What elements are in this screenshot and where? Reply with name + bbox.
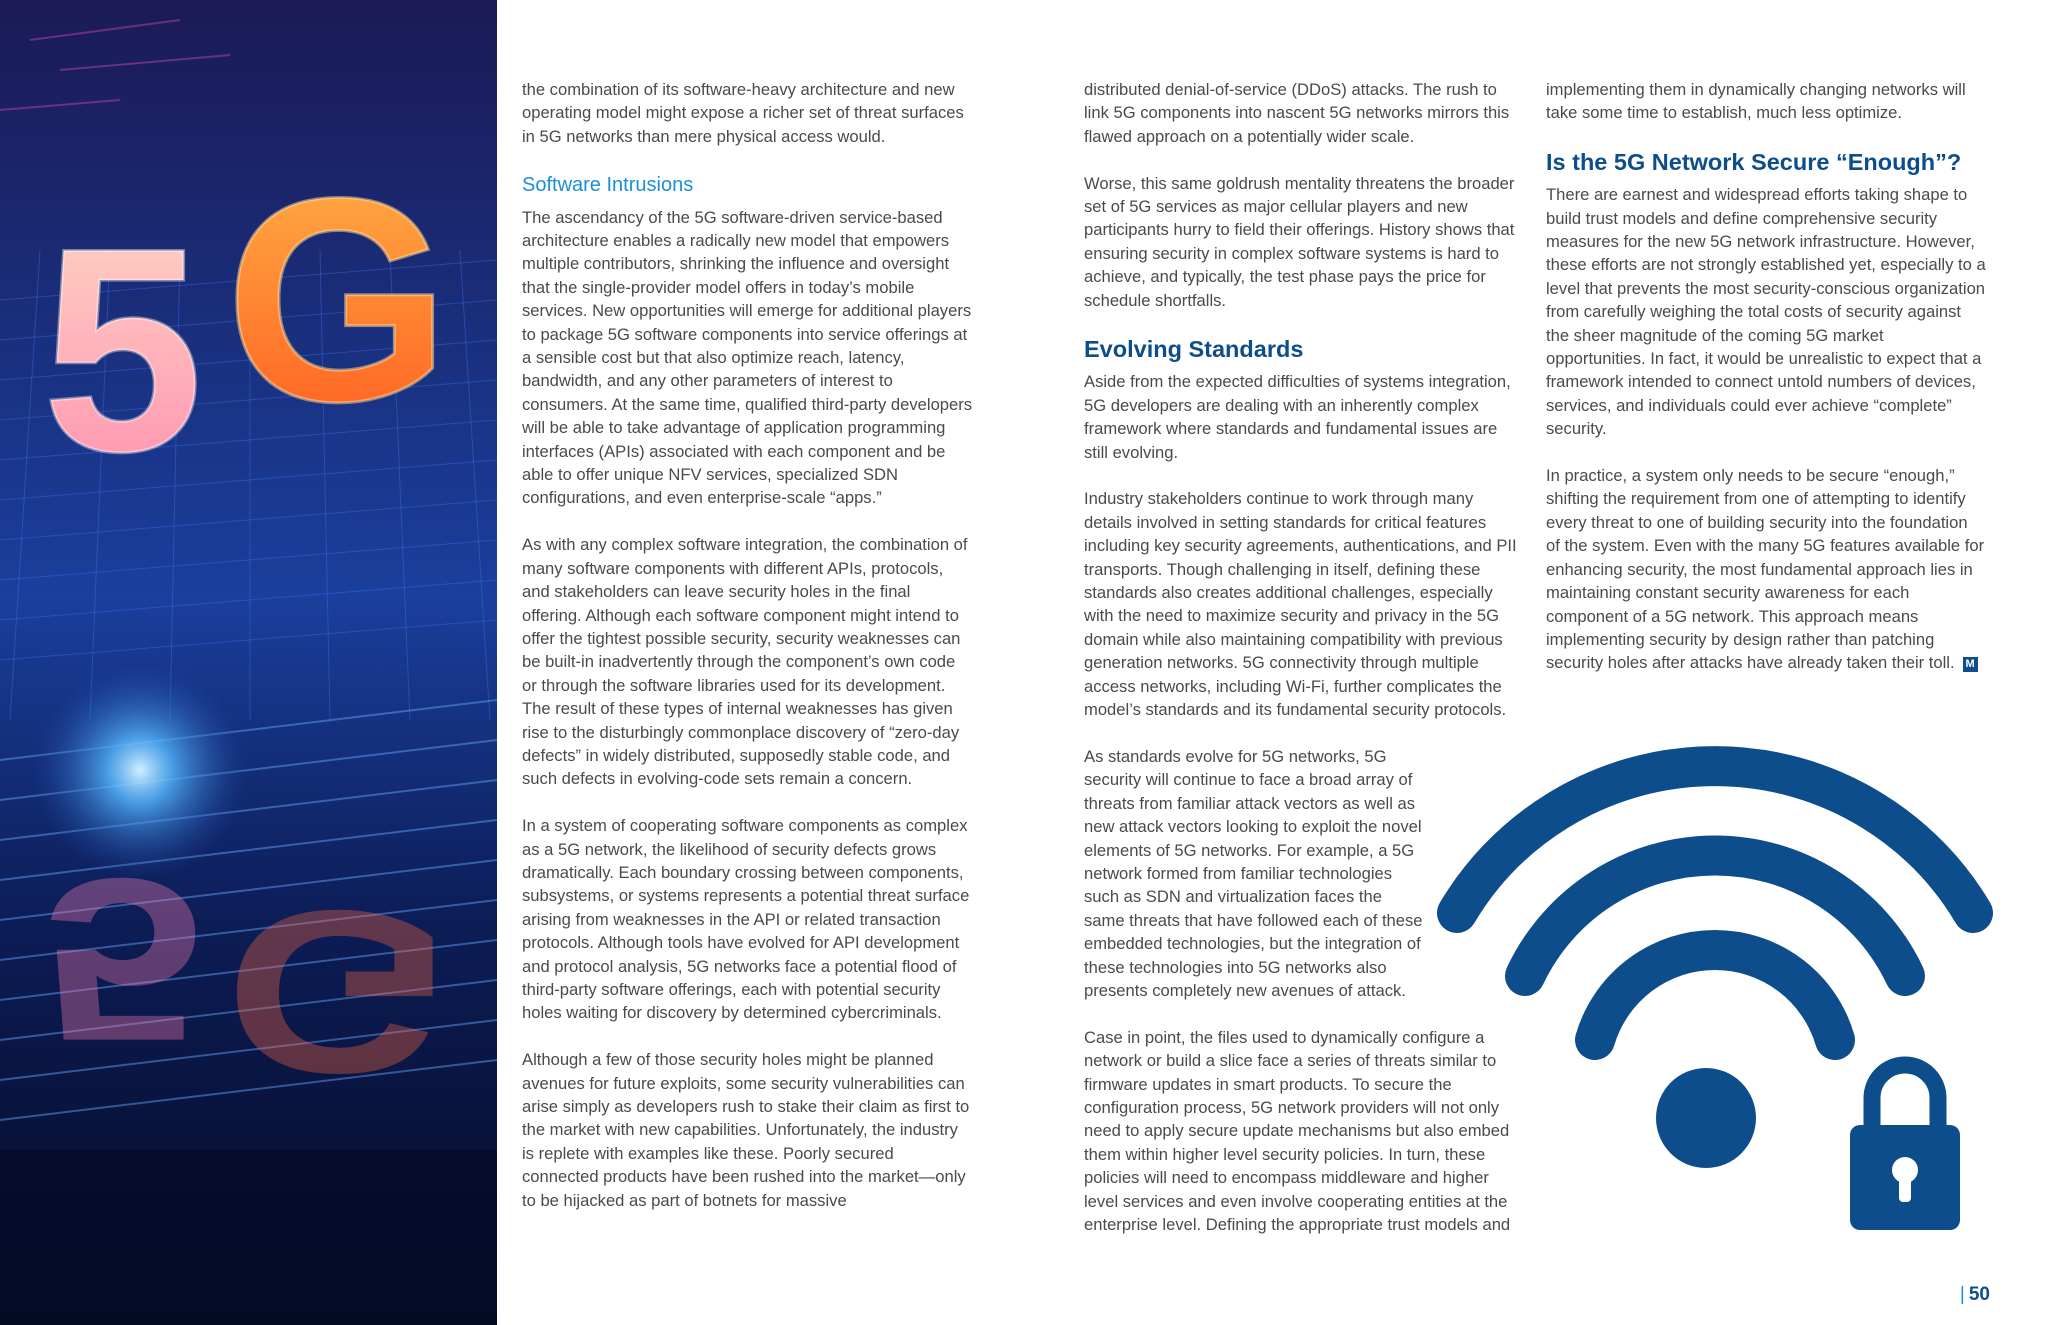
paragraph: Aside from the expected difficulties of systems integration, 5G developers are dealing with an inherently complex framework where standards and fundamental issues are still evolving. <box>1084 372 1511 462</box>
heading-evolving-standards: Evolving Standards <box>1084 336 1304 363</box>
svg-text:G: G <box>224 862 451 1123</box>
heading-is-5g-secure-enough: Is the 5G Network Secure “Enough”? <box>1546 149 1962 176</box>
heading-software-intrusions: Software Intrusions <box>522 173 694 196</box>
paragraph: There are earnest and widespread efforts taking shape to build trust models and define comprehensive security measures for the new 5G network infrastructure. However, these efforts are not strongly established yet, especially to a level that prevents the most security-conscious organization from carefully weighing the total costs of security against the sheer magnitude of the coming 5G market opportunities. In fact, it would be unrealistic to expect that a framework intended to connect untold numbers of devices, services, and individuals could ever achieve “complete” security. <box>1546 185 1986 439</box>
paragraph: Case in point, the files used to dynamically configure a network or build a slice face a series of threats similar to firmware updates in smart products. To secure the configuration process, 5G network providers will not only need to apply secure update mechanisms but also embed them within higher level security policies. In turn, these policies will need to encompass middleware and higher level services and even involve cooperating entities at the enterprise level. Defining the appropriate trust models and <box>1084 1027 1511 1235</box>
5g-chip-illustration <box>0 0 497 1325</box>
hero-image <box>0 0 497 1325</box>
page-separator: | <box>1959 1284 1965 1305</box>
svg-text:5: 5 <box>42 830 204 1091</box>
paragraph-text: In practice, a system only needs to be secure “enough,” shifting the requirement from one of attempting to identify every threat to one of building security into the foundation of the system. Even with the many 5G features available for enhancing security, the most fundamental approach lies in maintaining constant security awareness for each component of a 5G network. This approach means implementing security by design rather than patching security holes after attacks have already taken their toll. <box>1546 466 1985 673</box>
paragraph: The ascendancy of the 5G software-driven service-based architecture enables a radically new model that empowers multiple contributors, shrinking the influence and oversight that the single-provider model offers in today’s mobile services. New opportunities will emerge for additional players to package 5G software components into service offerings at a sensible cost but that also optimize reach, latency, bandwidth, and any other parameters of interest to consumers. At the same time, qualified third-party developers will be able to take advantage of application programming interfaces (APIs) associated with each component and be able to offer unique NFV services, specialized SDN configurations, and even enterprise-scale “apps.” <box>522 207 973 508</box>
svg-text:5: 5 <box>42 188 204 512</box>
paragraph: Worse, this same goldrush mentality threatens the broader set of 5G services as major cellular players and new participants hurry to field their offerings. History shows that ensuring security in complex software systems is hard to achieve, and typically, the test phase pays the price for schedule shortfalls. <box>1084 173 1515 310</box>
paragraph: As standards evolve for 5G networks, 5G security will continue to face a broad array of threats from familiar attack vectors as well as new attack vectors looking to exploit the novel elements of 5G networks. For example, a 5G network formed from familiar technologies such as SDN and virtualization faces the same threats that have followed each of these embedded technologies, but the integration of these technologies into 5G networks also presents completely new avenues of attack. <box>1084 746 1423 1000</box>
paragraph: As with any complex software integration, the combination of many software components with different APIs, protocols, and stakeholders can leave security holes in the final offering. Although each software component might intend to offer the tightest possible security, security weaknesses can be built-in inadvertently through the component’s own code or through the software libraries used for its development. The result of these types of internal weaknesses has given rise to the disturbingly commonplace discovery of “zero-day defects” in widely distributed, supposedly stable code, and such defects in evolving-code sets remain a concern. <box>522 535 968 789</box>
page-number <box>1960 1284 1990 1306</box>
column-3 <box>1546 78 1986 698</box>
paragraph: In a system of cooperating software components as complex as a 5G network, the likelihood of security defects grows dramatically. Each boundary crossing between components, subsystems, or systems represents a potential threat surface arising from weaknesses in the API or related transaction protocols. Although tools have evolved for API development and protocol analysis, 5G networks face a potential flood of third-party software offerings, each with potential security holes waiting for discovery by determined cybercriminals. <box>522 816 970 1023</box>
end-mark-logo: M <box>1963 657 1978 672</box>
paragraph: Although a few of those security holes might be planned avenues for future exploits, some security vulnerabilities can arise simply as developers rush to stake their claim as first to the market with new capabilities. Unfortunately, the industry is replete with examples like these. Poorly secured connected products have been rushed into the market—only to be hijacked as part of botnets for massive <box>522 1050 970 1210</box>
wifi-lock-graphic <box>1420 740 2020 1280</box>
paragraph: the combination of its software-heavy architecture and new operating model might expose a richer set of threat surfaces in 5G networks than mere physical access would. <box>522 80 964 146</box>
svg-text:G: G <box>225 138 451 462</box>
paragraph: Industry stakeholders continue to work through many details involved in setting standards for critical features including key security agreements, authentications, and PII transports. Though challenging in itself, defining these standards also creates additional challenges, especially with the need to maximize security and privacy in the 5G domain while also maintaining compatibility with previous generation networks. 5G connectivity through multiple access networks, including Wi-Fi, further complicates the model’s standards and its fundamental security protocols. <box>1084 489 1517 720</box>
wifi-lock-icon <box>1420 740 2020 1280</box>
paragraph: implementing them in dynamically changing networks will take some time to establish, much less optimize. <box>1546 80 1966 123</box>
column-1 <box>522 78 974 1235</box>
page-number-value: 50 <box>1968 1284 1990 1305</box>
paragraph: distributed denial-of-service (DDoS) attacks. The rush to link 5G components into nascent 5G networks mirrors this flawed approach on a potentially wider scale. <box>1084 80 1510 146</box>
paragraph <box>1546 464 1986 675</box>
